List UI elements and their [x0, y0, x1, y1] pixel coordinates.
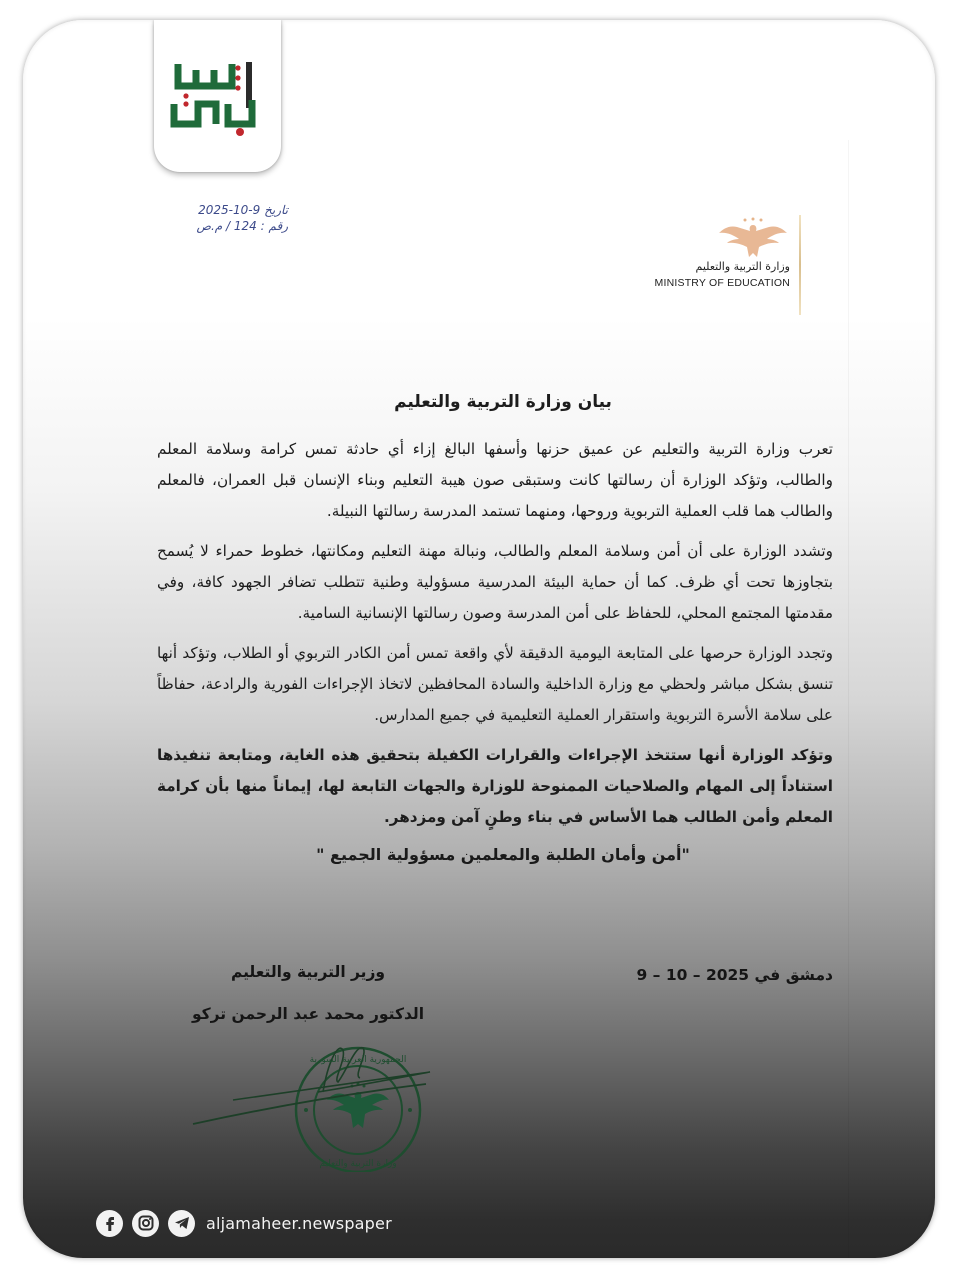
instagram-icon[interactable]	[132, 1210, 159, 1237]
slogan: "أمن وأمان الطلبة والمعلمين مسؤولية الجميع "	[316, 845, 690, 864]
official-stamp-icon	[188, 1032, 438, 1172]
facebook-icon[interactable]	[96, 1210, 123, 1237]
aljamaheer-logo	[154, 20, 281, 172]
statement-body	[157, 434, 833, 842]
signatory-position: وزير التربية والتعليم	[230, 963, 386, 981]
date-label: تاريخ	[264, 203, 288, 217]
statement-title: بيان وزارة التربية والتعليم	[394, 392, 612, 412]
paper-edge	[848, 140, 849, 1258]
paragraph-1: تعرب وزارة التربية والتعليم عن عميق حزنها وأسفها البالغ إزاء أي حادثة تمس كرامة وسلامة المعلم والطالب، وتؤكد الوزارة أن رسالتها كانت وستبقى صون هيبة التعليم وبناء الإنسان قبل العمران، فالمعلم والطالب هما قلب العملية التربوية وروحها، ومنهما تستمد المدرسة رسالتها النبيلة.	[157, 440, 833, 520]
paragraph-4: وتؤكد الوزارة أنها ستتخذ الإجراءات والقرارات الكفيلة بتحقيق هذه الغاية، ومتابعة تنفيذها استناداً إلى المهام والصلاحيات الممنوحة للوزارة والجهات التابعة لها، إيماناً منها بأن كرامة المعلم وأمن الطالب هما الأساس في بناء وطنٍ آمن ومزدهر.	[157, 746, 833, 826]
telegram-icon[interactable]	[168, 1210, 195, 1237]
number-label: رقم	[268, 219, 288, 233]
social-footer	[96, 1208, 392, 1238]
signatory-name: الدكتور محمد عبد الرحمن تركو	[191, 1005, 425, 1023]
place-date: دمشق في 2025 – 10 – 9	[636, 966, 833, 984]
logo-icon	[168, 56, 268, 136]
letterhead-english: MINISTRY OF EDUCATION	[654, 277, 790, 289]
number-value: 124 / م.ص	[196, 219, 257, 233]
news-card	[23, 20, 935, 1258]
eagle-emblem-icon	[717, 217, 789, 261]
paragraph-2: وتشدد الوزارة على أن أمن وسلامة المعلم والطالب، ونبالة مهنة التعليم ومكانتها، خطوط حمراء لا يُسمح بتجاوزها تحت أي ظرف. كما أن حماية البيئة المدرسية مسؤولية وطنية تتطلب تضافر الجهود كافة، وفي مقدمتها المجتمع المحلي، للحفاظ على أمن المدرسة وصون رسالتها الإنسانية السامية.	[157, 542, 833, 622]
paragraph-3: وتجدد الوزارة حرصها على المتابعة اليومية الدقيقة لأي واقعة تمس أمن الكادر التربوي أو الطلاب، وتؤكد أنها تنسق بشكل مباشر ولحظي مع وزارة الداخلية والسادة المحافظين لاتخاذ الإجراءات الفورية والرادعة، حفاظاً على سلامة الأسرة التربوية واستقرار العملية التعليمية في جميع المدارس.	[157, 644, 833, 724]
stamp-top-text: الجمهورية العربية السورية	[309, 1055, 407, 1065]
stamp-bottom-text: وزارة التربية والتعليم	[319, 1159, 397, 1169]
letterhead-arabic: وزارة التربية والتعليم	[695, 260, 790, 273]
letterhead-divider	[799, 215, 801, 315]
ministry-letterhead	[621, 215, 806, 315]
date-value: 9-10-2025	[198, 203, 261, 217]
reference-block: تاريخ 9-10-2025 رقم : 124 / م.ص	[196, 203, 288, 233]
social-handle[interactable]: aljamaheer.newspaper	[206, 1213, 392, 1233]
